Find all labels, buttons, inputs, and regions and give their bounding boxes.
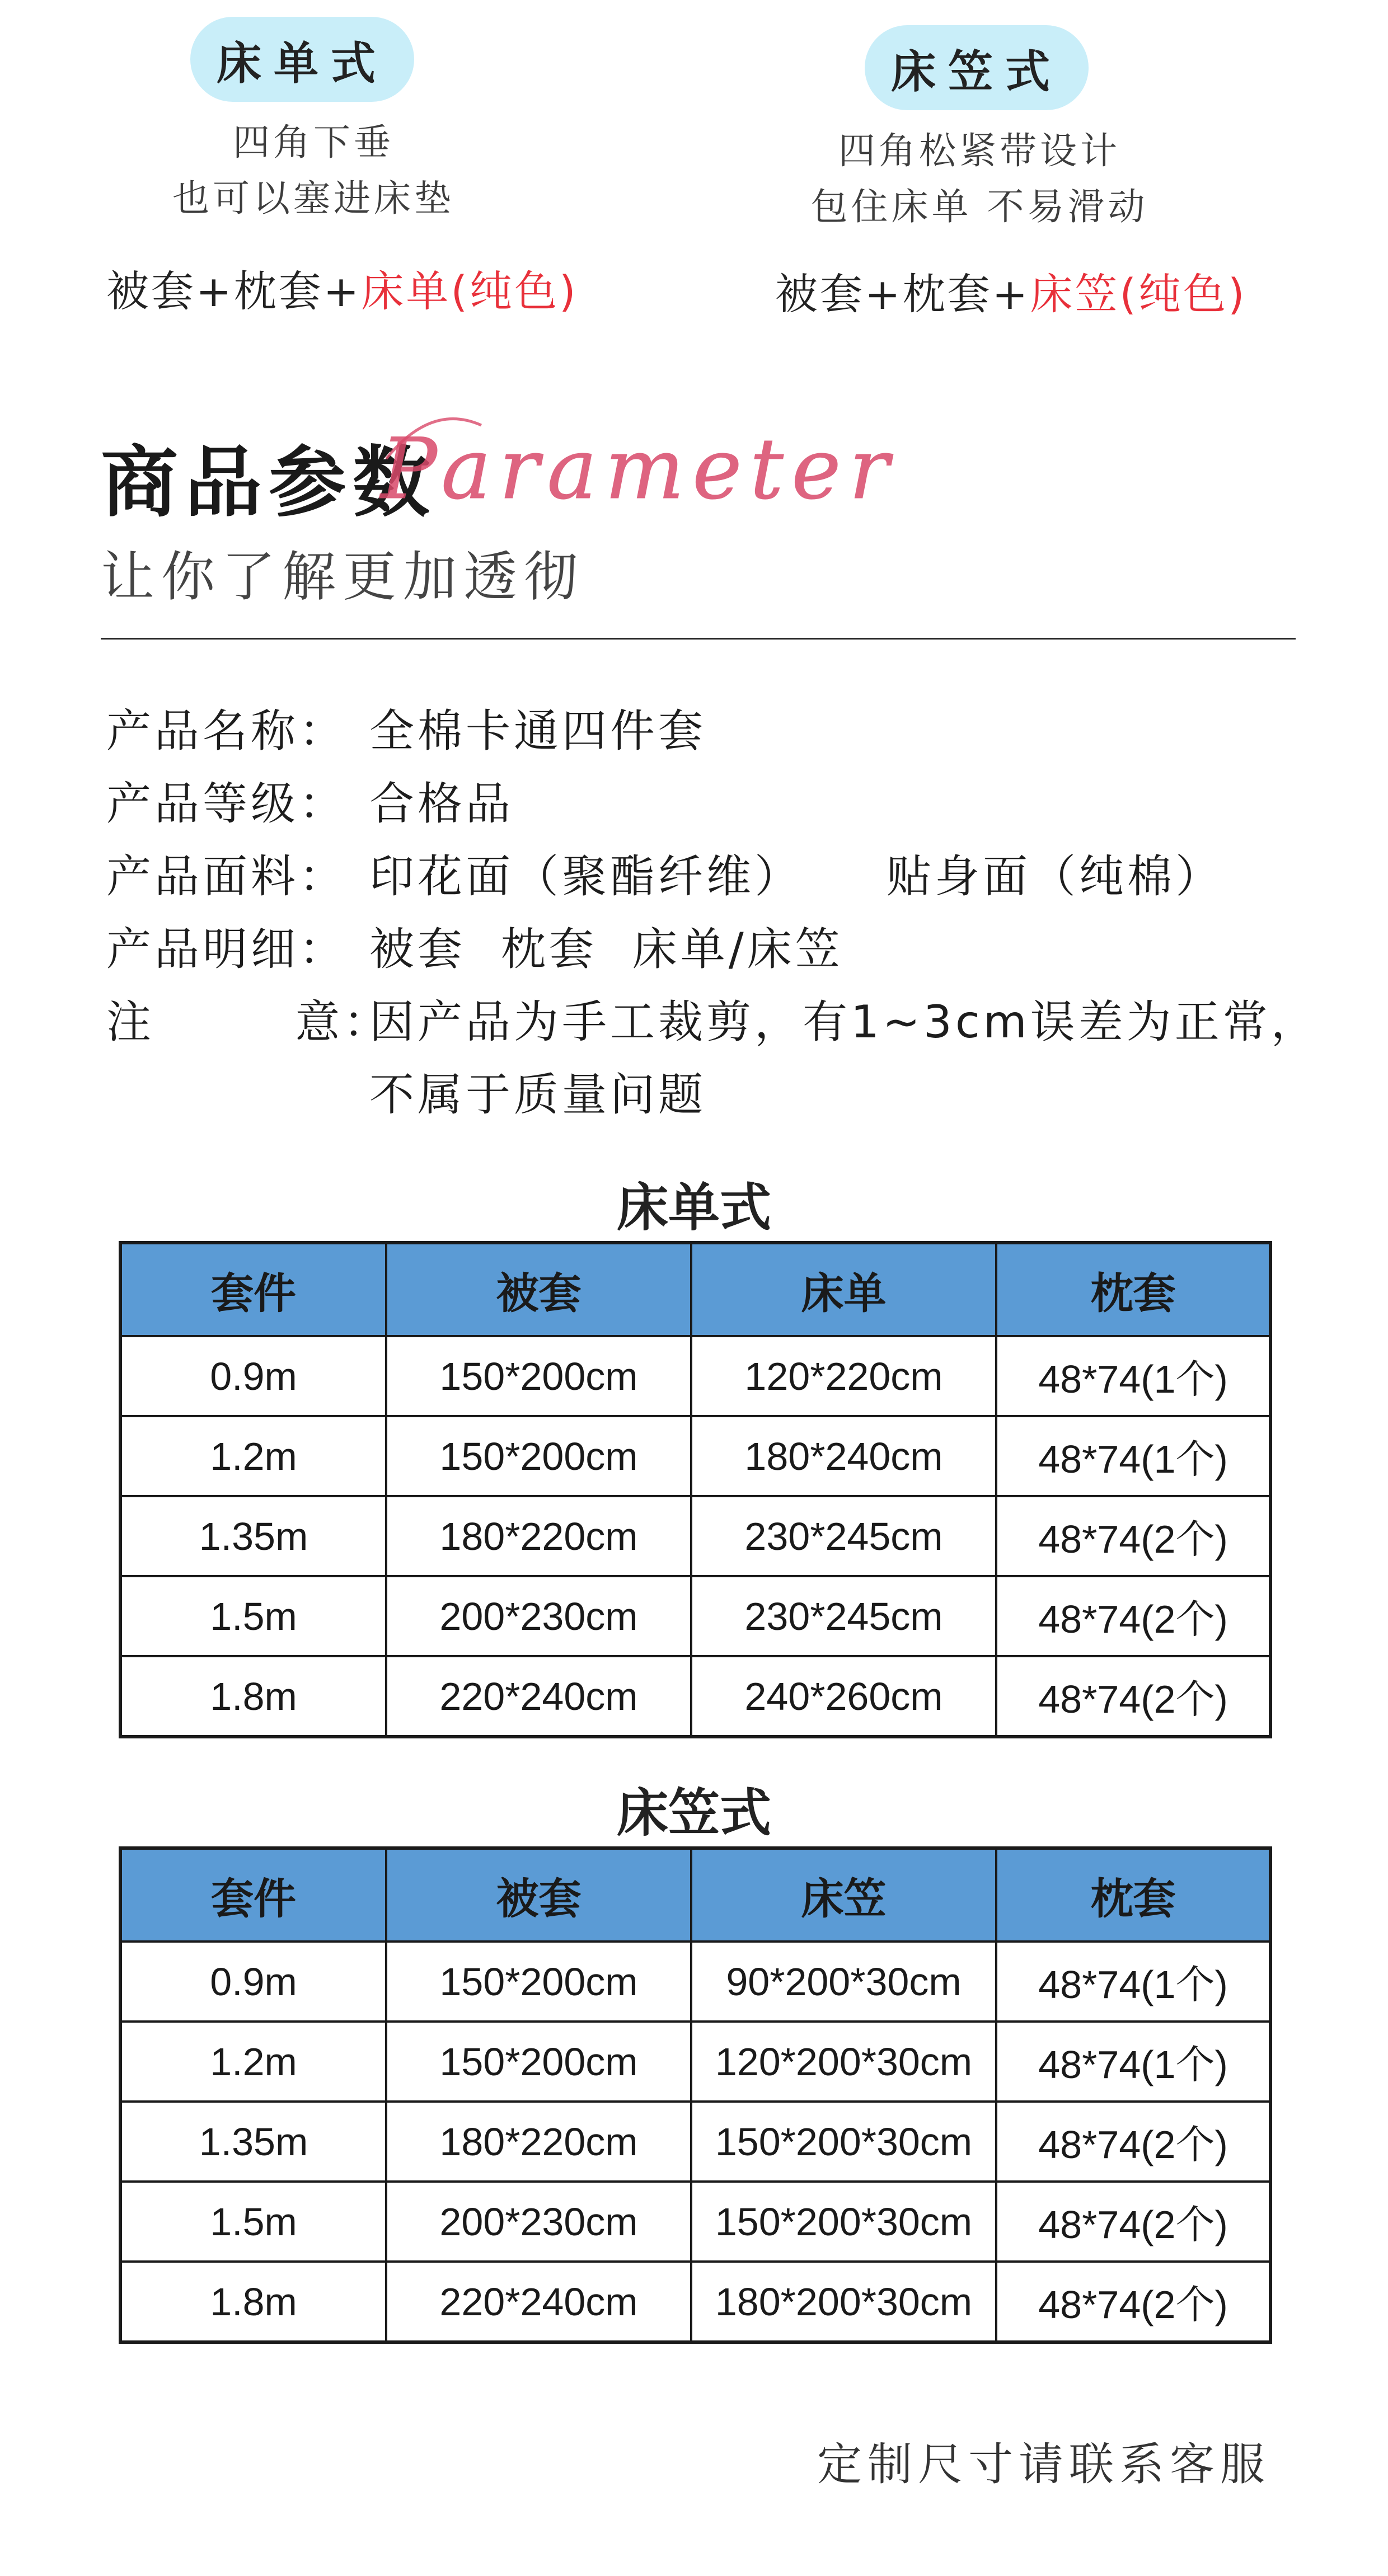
table-header-row [120, 1848, 1270, 1942]
table-cell: 150*200*30cm [691, 2102, 996, 2182]
header-cell: 枕套 [996, 1848, 1270, 1942]
table-title-fitted: 床笠式 [616, 1783, 771, 1843]
desc-line: 也可以塞进床垫 [172, 177, 454, 220]
table-cell: 48*74(2个) [996, 1496, 1270, 1576]
param-row-name [106, 695, 706, 759]
table-cell: 0.9m [120, 1942, 386, 2022]
table-cell: 230*245cm [691, 1496, 996, 1576]
table-cell: 1.2m [120, 1416, 386, 1496]
table-cell: 240*260cm [691, 1656, 996, 1737]
desc-line: 四角松紧带设计 [838, 129, 1120, 172]
table-cell: 200*230cm [386, 1576, 691, 1656]
table-cell: 180*240cm [691, 1416, 996, 1496]
param-row-details [106, 913, 843, 977]
table-cell: 48*74(2个) [996, 2182, 1270, 2262]
divider [101, 638, 1296, 640]
param-note-line2 [369, 1059, 706, 1123]
style-pill-single [190, 17, 414, 102]
table-row [120, 1576, 1270, 1656]
desc-line: 四角下垂 [233, 121, 394, 164]
param-row-grade [106, 768, 514, 832]
size-table-single [119, 1241, 1272, 1738]
table-cell: 1.8m [120, 1656, 386, 1737]
table-row [120, 2262, 1270, 2342]
param-value: 合格品 [369, 778, 514, 830]
table-cell: 48*74(1个) [996, 1416, 1270, 1496]
table-cell: 48*74(1个) [996, 1942, 1270, 2022]
table-cell: 48*74(2个) [996, 2102, 1270, 2182]
table-row [120, 2182, 1270, 2262]
param-value: 印花面（聚酯纤维） [369, 850, 803, 902]
param-value: 全棉卡通四件套 [369, 705, 706, 757]
table-cell: 180*200*30cm [691, 2262, 996, 2342]
table-cell: 150*200cm [386, 2022, 691, 2102]
table-cell: 1.5m [120, 2182, 386, 2262]
header-cell: 床笠 [691, 1848, 996, 1942]
table-header-row [120, 1243, 1270, 1336]
table-cell: 150*200cm [386, 1336, 691, 1416]
table-row [120, 2102, 1270, 2182]
table-cell: 0.9m [120, 1336, 386, 1416]
table-cell: 48*74(1个) [996, 1336, 1270, 1416]
section-title: 商品参数 [101, 438, 437, 528]
param-value: 被套 枕套 床单/床笠 [369, 923, 843, 975]
style-desc-single [101, 115, 526, 227]
combo-highlight: 床笠(纯色) [1030, 269, 1247, 319]
table-cell: 90*200*30cm [691, 1942, 996, 2022]
style-pill-fitted [865, 25, 1089, 110]
script-title-art [364, 392, 901, 537]
desc-line: 包住床单 不易滑动 [810, 185, 1148, 228]
param-label: 注 意： [106, 996, 392, 1048]
param-row-fabric [106, 840, 1223, 905]
param-value-2: 贴身面（纯棉） [887, 850, 1223, 902]
table-cell: 1.5m [120, 1576, 386, 1656]
table-cell: 220*240cm [386, 1656, 691, 1737]
combo-fitted [775, 260, 1247, 321]
param-value: 不属于质量问题 [369, 1069, 706, 1121]
table-row [120, 1942, 1270, 2022]
table-cell: 48*74(2个) [996, 1656, 1270, 1737]
param-label: 产品等级： [106, 778, 347, 830]
table-row [120, 1656, 1270, 1737]
header-cell: 枕套 [996, 1243, 1270, 1336]
param-label: 产品面料： [106, 850, 347, 902]
table-title-single: 床单式 [616, 1177, 771, 1238]
table-cell: 1.8m [120, 2262, 386, 2342]
table-cell: 120*220cm [691, 1336, 996, 1416]
table-cell: 180*220cm [386, 1496, 691, 1576]
size-table-fitted [119, 1846, 1272, 2344]
header-cell: 套件 [120, 1243, 386, 1336]
table-cell: 200*230cm [386, 2182, 691, 2262]
header-cell: 被套 [386, 1243, 691, 1336]
table-cell: 150*200cm [386, 1416, 691, 1496]
combo-prefix: 被套+枕套+ [775, 269, 1030, 319]
param-label: 产品明细： [106, 923, 347, 975]
param-label: 产品名称： [106, 705, 347, 757]
table-cell: 1.35m [120, 1496, 386, 1576]
header-cell: 床单 [691, 1243, 996, 1336]
table-row [120, 2022, 1270, 2102]
table-cell: 220*240cm [386, 2262, 691, 2342]
table-cell: 120*200*30cm [691, 2022, 996, 2102]
section-subtitle: 让你了解更加透彻 [101, 546, 584, 608]
combo-single [106, 257, 578, 318]
table-cell: 180*220cm [386, 2102, 691, 2182]
table-cell: 48*74(2个) [996, 2262, 1270, 2342]
script-title: Parameter [381, 421, 897, 518]
table-cell: 230*245cm [691, 1576, 996, 1656]
style-label-fitted: 床笠式 [891, 45, 1062, 98]
header-cell: 套件 [120, 1848, 386, 1942]
table-row [120, 1416, 1270, 1496]
table-cell: 1.35m [120, 2102, 386, 2182]
header-cell: 被套 [386, 1848, 691, 1942]
table-cell: 150*200cm [386, 1942, 691, 2022]
combo-prefix: 被套+枕套+ [106, 266, 362, 316]
table-cell: 150*200*30cm [691, 2182, 996, 2262]
table-cell: 48*74(2个) [996, 1576, 1270, 1656]
param-row-note [106, 986, 1319, 1050]
style-desc-fitted [739, 123, 1220, 235]
combo-highlight: 床单(纯色) [361, 266, 578, 316]
footer-note: 定制尺寸请联系客服 [817, 2438, 1270, 2490]
table-row [120, 1336, 1270, 1416]
table-cell: 1.2m [120, 2022, 386, 2102]
table-cell: 48*74(1个) [996, 2022, 1270, 2102]
table-row [120, 1496, 1270, 1576]
style-label-single: 床单式 [217, 37, 388, 90]
param-value: 因产品为手工裁剪，有1~3cm误差为正常， [369, 996, 1319, 1048]
